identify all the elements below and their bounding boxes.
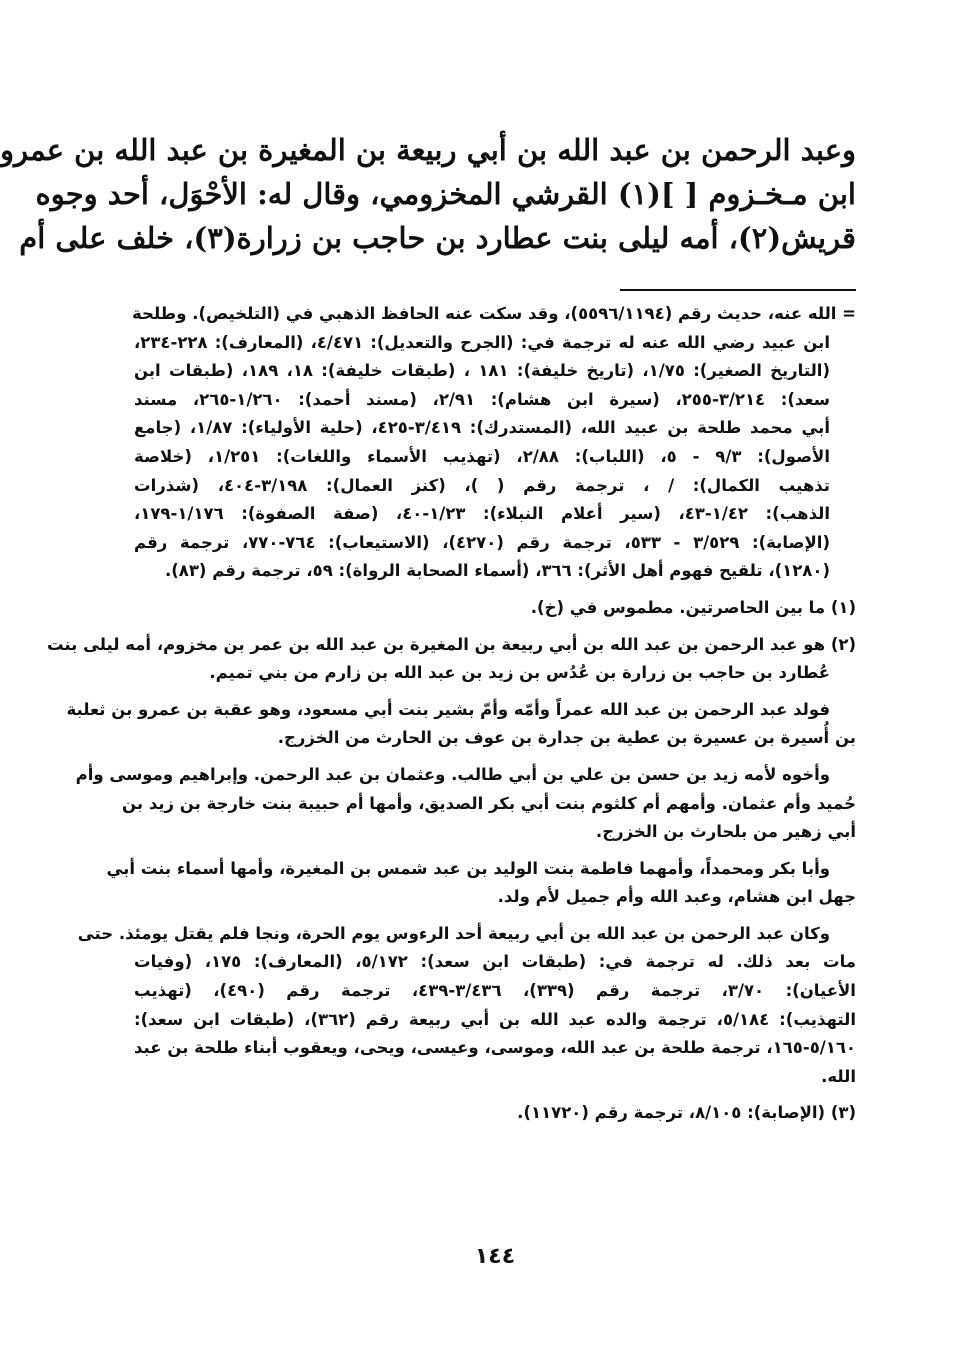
- footnote-line: الأصول): ٩/٣ - ٥، (اللباب): ٢/٨٨، (تهذيب الأسماء واللغات): ١/٢٥١، (خلاصة: [134, 446, 830, 466]
- footnote-line: (١) ما بين الحاصرتين. مطموس في (خ).: [530, 597, 856, 617]
- footnote-line: وأبا بكر ومحمداً، وأمهما فاطمة بنت الوليد بن عبد شمس بن المغيرة، وأمها أسماء بنت أبي: [106, 858, 830, 878]
- footnote-2-paragraph-5: [77, 920, 856, 1092]
- footnote-line: جهل ابن هشام، وعبد الله وأم جميل لأم ولد.: [497, 887, 856, 907]
- footnote-2-paragraph-2: [66, 696, 856, 753]
- footnotes-section: [46, 300, 856, 1128]
- footnote-line: ابن عبيد رضي الله عنه له ترجمة في: (الجرح والتعديل): ٤/٤٧١، (المعارف): ٢٢٨-٢٣٤،: [134, 332, 830, 352]
- footnote-2-paragraph-4: [106, 855, 856, 912]
- footnote-line: سعد): ٣/٢١٤-٢٥٥، (سيرة ابن هشام): ٢/٩١، (مسند أحمد): ١/٢٦٠-٢٦٥، مسند: [134, 389, 830, 409]
- main-body-text: [0, 128, 856, 260]
- footnote-line: (الإصابة): ٣/٥٢٩ - ٥٣٣، ترجمة رقم (٤٢٧٠)، (الاستيعاب): ٧٦٤-٧٧٠، ترجمة رقم: [134, 532, 830, 552]
- footnote-line: أبي محمد طلحة بن عبيد الله، (المستدرك): ٣/٤١٩-٤٢٥، (حلية الأولياء): ١/٨٧، (جامع: [134, 418, 830, 438]
- footnote-line: (التاريخ الصغير): ١/٧٥، (تاريخ خليفة): ١٨١ ، (طبقات خليفة): ١٨، ١٨٩، (طبقات ابن: [134, 361, 830, 381]
- footnote-line: بن أُسيرة بن عسيرة بن عطية بن جدارة بن عوف بن الحارث من الخزرج.: [277, 728, 856, 748]
- footnote-line: (٢) هو عبد الرحمن بن عبد الله بن أبي ربيعة بن المغيرة بن عبد الله بن عمر بن مخزوم، أمه ليلى بنت: [46, 634, 856, 654]
- footnote-line: عُطارد بن حاجب بن زرارة بن عُدُس بن زيد بن عبد الله بن زارم من بني تميم.: [209, 663, 830, 683]
- footnote-line: (١٢٨٠)، تلقيح فهوم أهل الأثر): ٣٦٦، (أسماء الصحابة الرواة): ٥٩، ترجمة رقم (٨٣).: [164, 561, 830, 581]
- main-text-line: ابن مـخـزوم [ ](١) القرشي المخزومي، وقال له: الأحْوَل، أحد وجوه: [35, 177, 856, 211]
- footnote-line: أبي زهير من بلحارث بن الخزرج.: [595, 822, 856, 842]
- footnote-2-paragraph-3: [75, 761, 856, 847]
- footnote-line: = الله عنه، حديث رقم (٥٥٩٦/١١٩٤)، وقد سكت عنه الحافظ الذهبي في (التلخيص). وطلحة: [132, 304, 856, 323]
- footnote-2-paragraph-1: [46, 631, 856, 688]
- footnote-divider: [620, 289, 856, 291]
- footnote-line: حُميد وأم عثمان. وأمهم أم كلثوم بنت أبي بكر الصديق، وأمها أم حبيبة بنت خارجة بن زيد بن: [122, 793, 856, 813]
- footnote-line: وكان عبد الرحمن بن عبد الله بن أبي ربيعة أحد الرءوس يوم الحرة، ونجا فلم يقتل يومئذ. حتى: [77, 923, 830, 943]
- footnote-line: الذهب): ١/٤٢-٤٣، (سير أعلام النبلاء): ١/٢٣-٤٠، (صفة الصفوة): ١/١٧٦-١٧٩،: [134, 504, 830, 524]
- footnote-line: تذهيب الكمال): / ، ترجمة رقم ( )، (كنز العمال): ٣/١٩٨-٤٠٤، (شذرات: [134, 475, 831, 495]
- footnote-line: التهذيب): ٥/١٨٤، ترجمة والده عبد الله بن أبي ربيعة رقم (٣٦٢)، (طبقات ابن سعد):: [134, 1009, 856, 1029]
- footnote-line: الأعيان): ٣/٧٠، ترجمة رقم (٣٣٩)، ٣/٤٣٦-٤٣٩، ترجمة رقم (٤٩٠)، (تهذيب: [134, 981, 856, 1001]
- footnote-line: الله.: [821, 1066, 856, 1086]
- footnote-1: [134, 594, 856, 623]
- footnote-line: ٥/١٦٠-١٦٥، ترجمة طلحة بن عبد الله، وموسى، وعيسى، ويحى، ويعقوب أبناء طلحة بن عبد: [134, 1038, 856, 1058]
- footnote-line: وأخوه لأمه زيد بن حسن بن علي بن أبي طالب. وعثمان بن عبد الرحمن. وإبراهيم وموسى وأم: [75, 764, 830, 784]
- footnote-continuation: [134, 300, 856, 586]
- footnote-3: [134, 1099, 856, 1128]
- page-number: ١٤٤: [474, 1244, 516, 1269]
- main-text-line: قريش(٢)، أمه ليلى بنت عطارد بن حاجب بن زرارة(٣)، خلف على أم: [19, 221, 856, 255]
- footnote-line: (٣) (الإصابة): ٨/١٠٥، ترجمة رقم (١١٧٢٠).: [517, 1103, 856, 1123]
- footnote-line: فولد عبد الرحمن بن عبد الله عمراً وأمّه وأمّ بشير بنت أبي مسعود، وهو عقبة بن عمرو بن ثعلبة: [66, 699, 830, 719]
- main-text-line: وعبد الرحمن بن عبد الله بن أبي ربيعة بن المغيرة بن عبد الله بن عمرو: [0, 133, 856, 167]
- footnote-line: مات بعد ذلك. له ترجمة في: (طبقات ابن سعد): ٥/١٧٢، (المعارف): ١٧٥، (وفيات: [134, 952, 856, 972]
